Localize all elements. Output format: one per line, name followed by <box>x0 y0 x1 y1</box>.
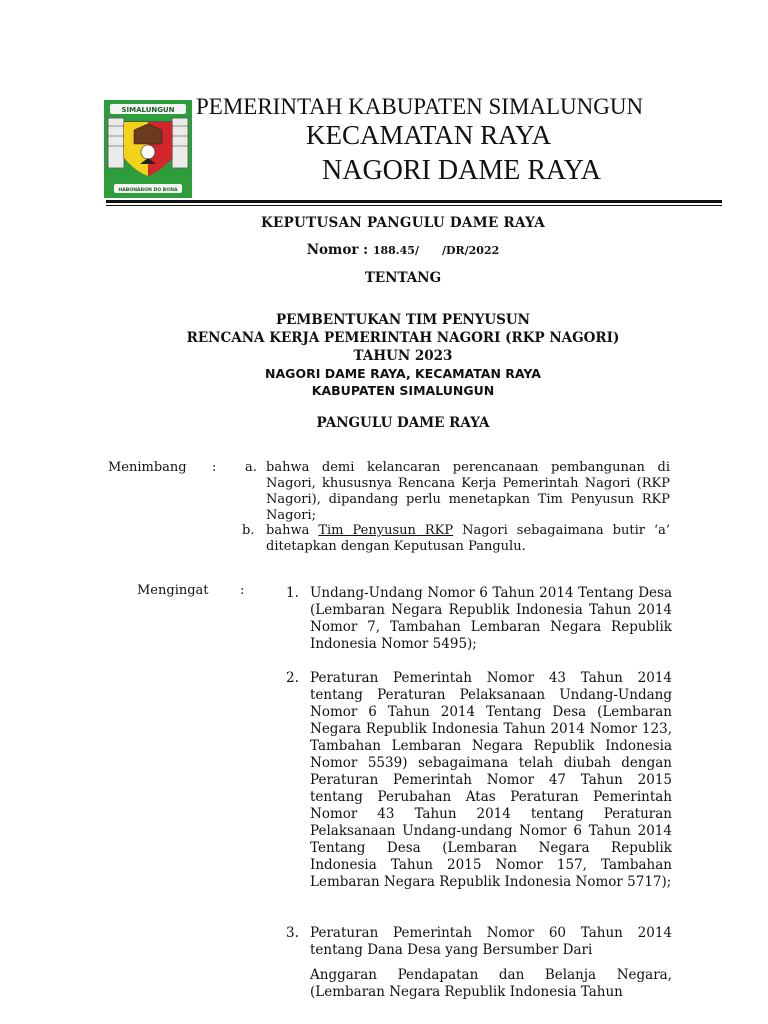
menimbang-colon: : <box>212 460 217 475</box>
district-name: KECAMATAN RAYA <box>306 120 552 150</box>
menimbang-item-a-marker: a. <box>245 460 257 475</box>
authority-heading: PANGULU DAME RAYA <box>316 415 490 431</box>
menimbang-label: Menimbang <box>108 460 187 475</box>
mengingat-label: Mengingat <box>137 583 209 598</box>
mengingat-item-1-marker: 1. <box>286 585 299 601</box>
letterhead-rule-thick <box>106 200 722 203</box>
logo-text-top: SIMALUNGUN <box>121 106 175 114</box>
subject-line-3: TAHUN 2023 <box>353 348 453 364</box>
decree-number <box>106 242 700 258</box>
government-name: PEMERINTAH KABUPATEN SIMALUNGUN <box>196 94 644 119</box>
logo-text-bottom: HABONARON DO BONA <box>118 188 178 193</box>
mengingat-item-2-marker: 2. <box>286 670 299 686</box>
mengingat-item-1-text: Undang-Undang Nomor 6 Tahun 2014 Tentang Desa (Lembaran Negara Republik Indonesia Tahun 2014 Nomor 7, Tambahan Lembaran Negara Republik Indonesia Nomor 5495); <box>310 585 672 652</box>
subject-line-1: PEMBENTUKAN TIM PENYUSUN <box>275 312 530 328</box>
mengingat-colon: : <box>240 583 245 598</box>
subject-line-2: RENCANA KERJA PEMERINTAH NAGORI (RKP NAGORI) <box>186 330 620 346</box>
decree-title: KEPUTUSAN PANGULU DAME RAYA <box>260 215 546 231</box>
mengingat-item-2-text: Peraturan Pemerintah Nomor 43 Tahun 2014 tentang Peraturan Pelaksanaan Undang-Undang Nomor 6 Tahun 2014 Tentang Desa (Lembaran Negara Republik Indonesia Tahun 2014 Nomor 123, Tambahan Lembaran Negara Republik Indonesia Nomor 5539) sebagaimana telah diubah dengan Peraturan Pemerintah Nomor 47 Tahun 2015 tentang Perubahan Atas Peraturan Pemerintah Nomor 43 Tahun 2014 tentang Peraturan Pelaksanaan Undang-undang Nomor 6 Tahun 2014 Tentang Desa (Lembaran Negara Republik Indonesia Tahun 2015 Nomor 157, Tambahan Lembaran Negara Republik Indonesia Nomor 5717); <box>310 670 672 890</box>
menimbang-item-b-pre: bahwa <box>266 523 319 538</box>
decree-number-value: 188.45/ /DR/2022 <box>372 244 500 257</box>
menimbang-item-b-post: Nagori sebagaimana butir ‘a’ ditetapkan dengan Keputusan Pangulu. <box>266 523 675 554</box>
menimbang-item-a-text: bahwa demi kelancaran perencanaan pembangunan di Nagori, khususnya Rencana Kerja Pemerintah Nagori (RKP Nagori), dipandang perlu menetapkan Tim Penyusun RKP Nagori; <box>266 460 670 523</box>
mengingat-item-3-continuation: Anggaran Pendapatan dan Belanja Negara, (Lembaran Negara Republik Indonesia Tahun <box>310 967 672 1000</box>
subject-line-4: NAGORI DAME RAYA, KECAMATAN RAYA <box>265 366 541 381</box>
decree-number-label: Nomor : <box>306 242 369 258</box>
subject-line-5: KABUPATEN SIMALUNGUN <box>311 383 495 398</box>
simalungun-emblem-logo <box>104 100 192 198</box>
tentang-heading: TENTANG <box>364 270 442 286</box>
letterhead-rule-thin <box>106 205 722 206</box>
village-name: NAGORI DAME RAYA <box>322 155 601 186</box>
menimbang-item-b-text <box>266 523 675 555</box>
mengingat-item-3-text: Peraturan Pemerintah Nomor 60 Tahun 2014 tentang Dana Desa yang Bersumber Dari <box>310 925 672 958</box>
menimbang-item-b-marker: b. <box>242 523 255 538</box>
menimbang-item-b-underlined: Tim Penyusun RKP <box>318 523 454 538</box>
mengingat-item-3-marker: 3. <box>286 925 299 941</box>
